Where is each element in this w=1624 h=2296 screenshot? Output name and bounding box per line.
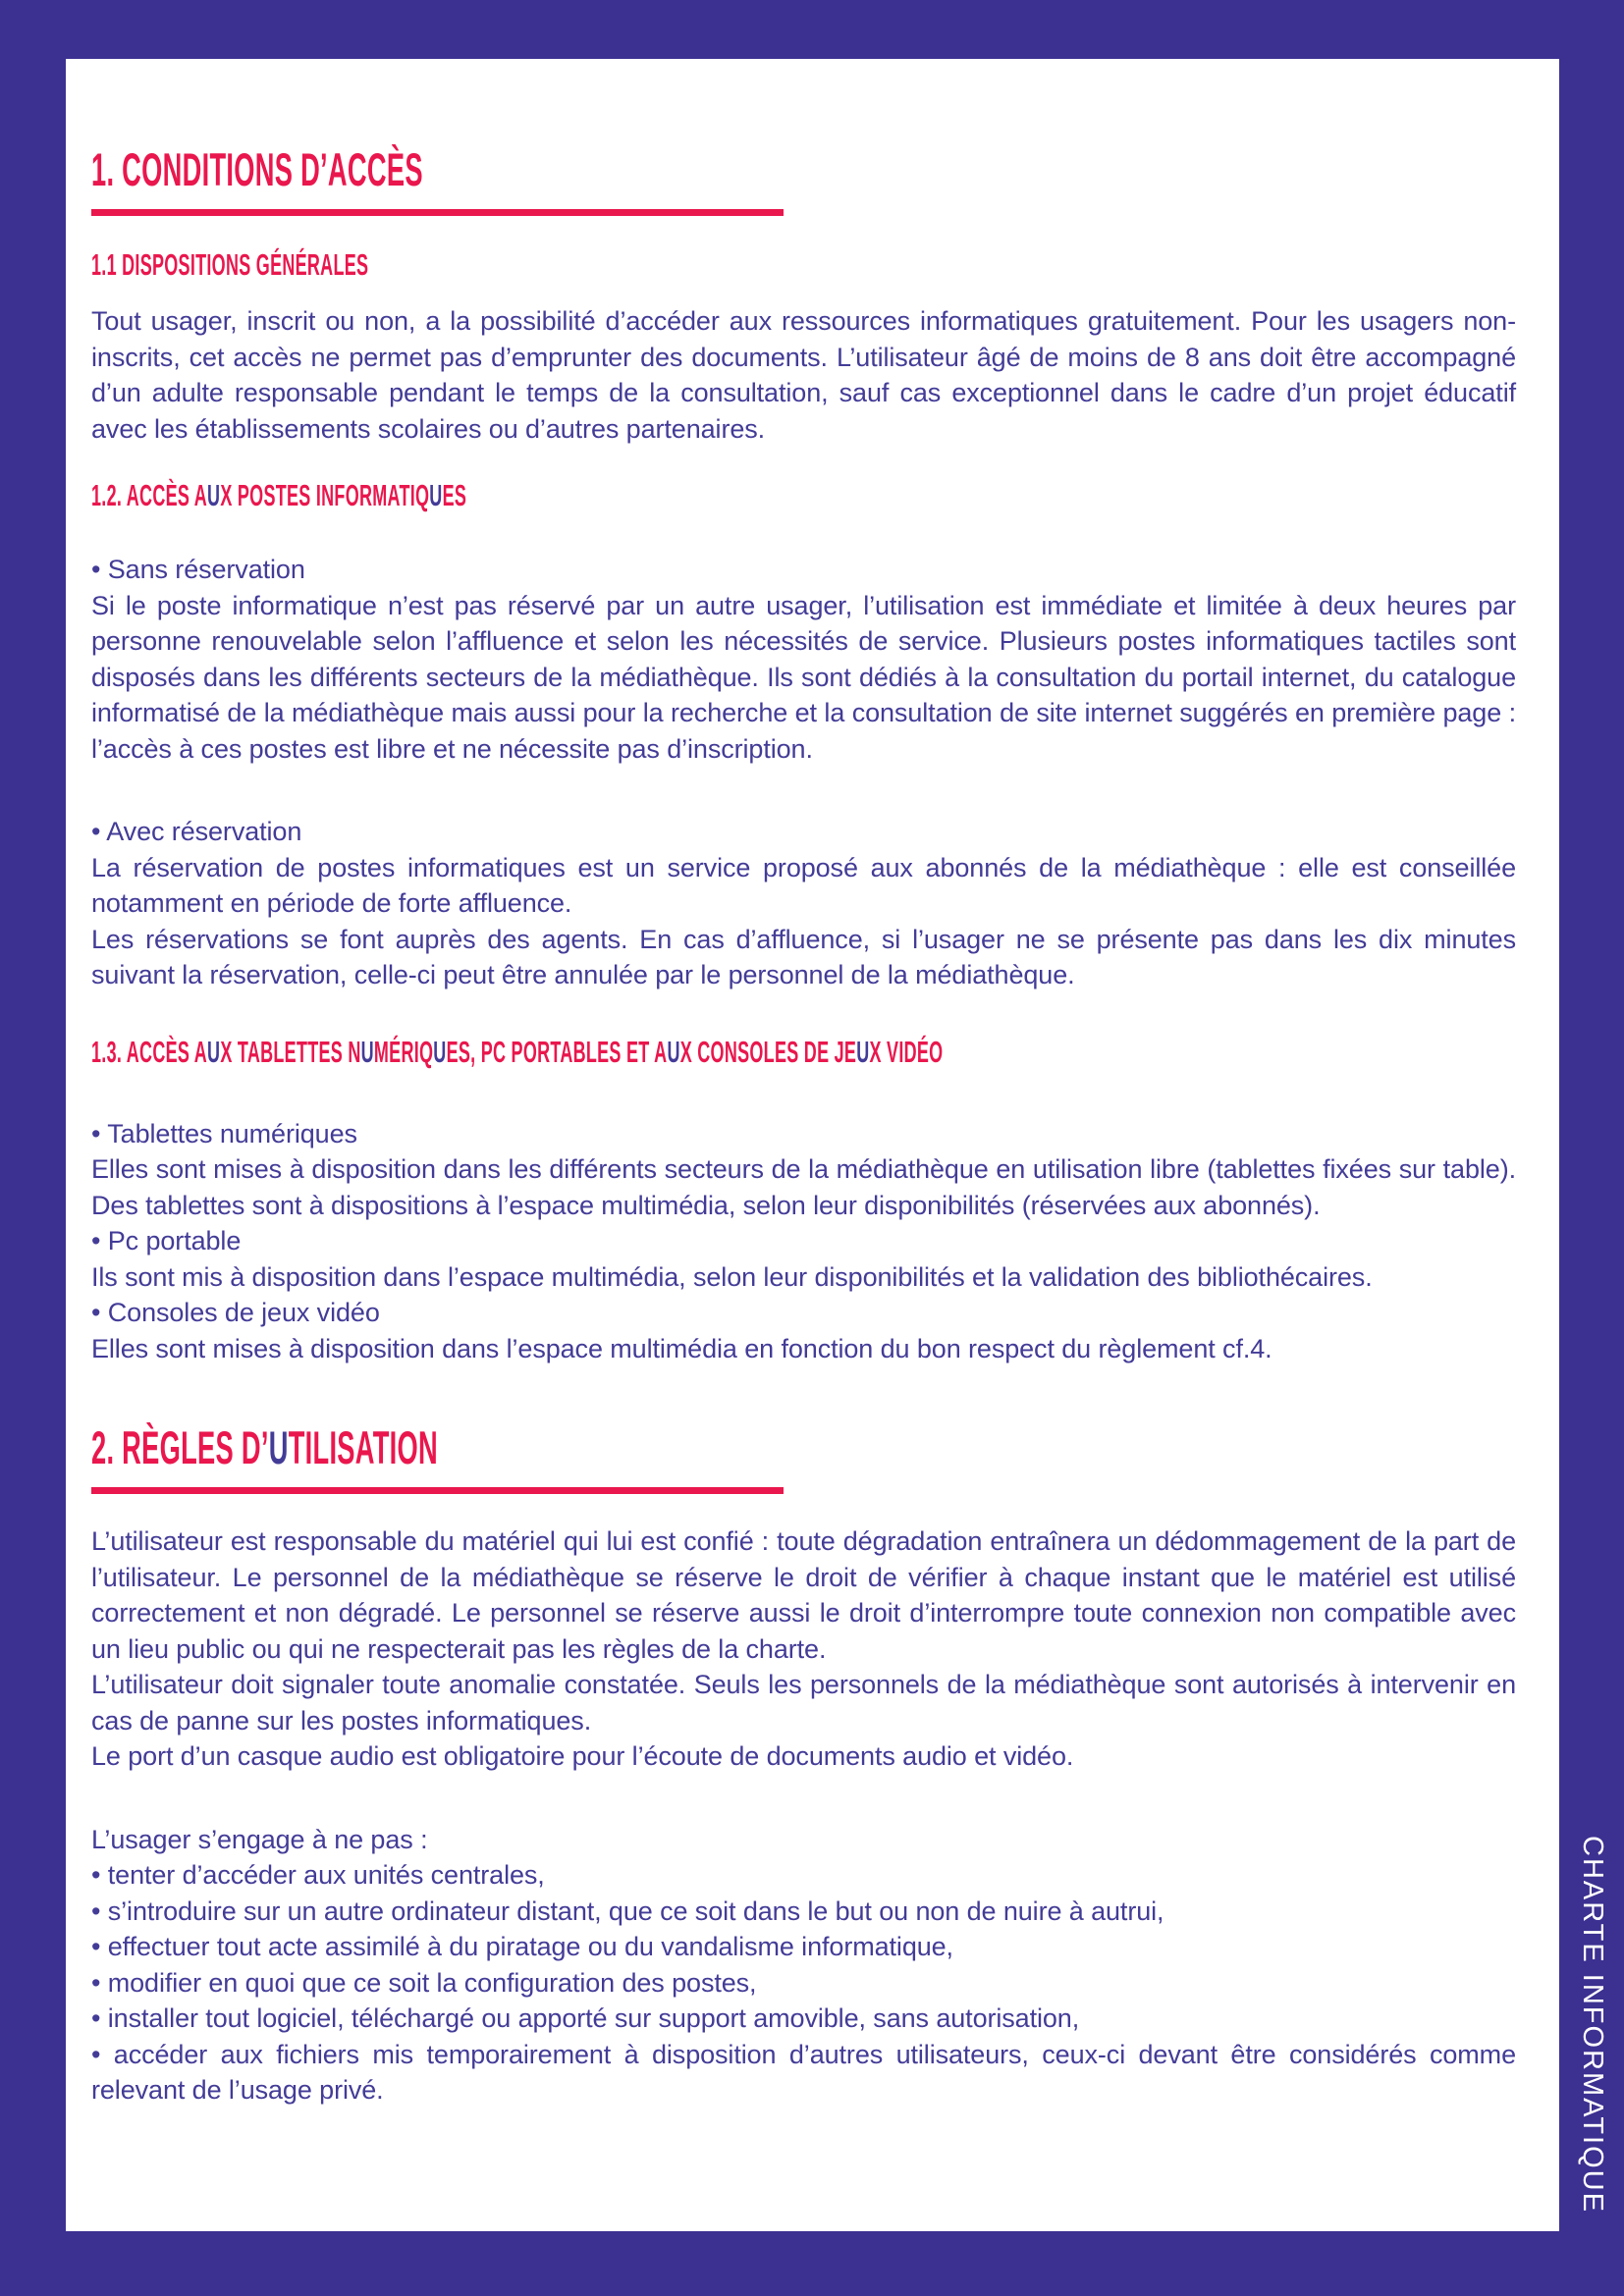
- paragraph-avec-reservation-2: Les réservations se font auprès des agents. En cas d’affluence, si l’usager ne se présente pas dans les dix minutes suivant la réservation, celle-ci peut être annulée par le personnel de la médiathèque.: [91, 924, 1516, 989]
- paragraph-tablettes-numeriques: Elles sont mises à disposition dans les différents secteurs de la médiathèque en utilisation libre (tablettes fixées sur table). Des tablettes sont à dispositions à l’espace multimédia, selon leur disponibilités (réservées aux abonnés).: [91, 1154, 1516, 1220]
- section-title-conditions-acces: 1. CONDITIONS D’ACCÈS: [91, 143, 423, 195]
- bullet-title-avec-reservation: • Avec réservation: [91, 817, 302, 846]
- paragraph-avec-reservation-1: La réservation de postes informatiques est un service proposé aux abonnés de la médiathèque : elle est conseillée notamment en période de forte affluence.: [91, 852, 1516, 918]
- section-title-regles-utilisation: 2. RÈGLES D’UTILISATION: [91, 1421, 439, 1473]
- section-2-underline: [91, 1487, 784, 1494]
- subsection-title-acces-postes: 1.2. ACCÈS AUX POSTES INFORMATIQUES: [91, 478, 467, 512]
- paragraph-sans-reservation: Si le poste informatique n’est pas réservé par un autre usager, l’utilisation est immédiate et limitée à deux heures par personne renouvelable selon l’affluence et selon les nécessités de service. Plusieurs postes informatiques tactiles sont disposés dans les différents secteurs de la médiathèque. Ils sont dédiés à la consultation du portail internet, du catalogue informatisé de la médiathèque mais aussi pour la recherche et la consultation de site internet suggérés en première page : l’accès à ces postes est libre et ne nécessite pas d’inscription.: [91, 590, 1516, 764]
- subsection-title-acces-tablettes: 1.3. ACCÈS AUX TABLETTES NUMÉRIQUES, PC PORTABLES ET AUX CONSOLES DE JEUX VIDÉO: [91, 1034, 944, 1069]
- engage-item-1: • tenter d’accéder aux unités centrales,: [91, 1860, 545, 1890]
- paragraph-regles-3: Le port d’un casque audio est obligatoire pour l’écoute de documents audio et vidéo.: [91, 1741, 1074, 1771]
- side-label-charte-informatique: CHARTE INFORMATIQUE: [1577, 1836, 1608, 2214]
- engage-item-3: • effectuer tout acte assimilé à du piratage ou du vandalisme informatique,: [91, 1932, 953, 1961]
- bullet-title-consoles-jeux: • Consoles de jeux vidéo: [91, 1298, 380, 1327]
- paragraph-pc-portable: Ils sont mis à disposition dans l’espace multimédia, selon leur disponibilités et la validation des bibliothécaires.: [91, 1261, 1373, 1292]
- paragraph-regles-2: L’utilisateur doit signaler toute anomalie constatée. Seuls les personnels de la médiathèque sont autorisés à intervenir en cas de panne sur les postes informatiques.: [91, 1670, 1516, 1735]
- engage-item-5: • installer tout logiciel, téléchargé ou apporté sur support amovible, sans autorisation,: [91, 2003, 1080, 2033]
- paragraph-regles-1: L’utilisateur est responsable du matériel qui lui est confié : toute dégradation entraînera un dédommagement de la part de l’utilisateur. Le personnel de la médiathèque se réserve le droit de vérifier à chaque instant que le matériel est utilisé correctement et non dégradé. Le personnel se réserve aussi le droit d’interrompre toute connexion non compatible avec un lieu public ou qui ne respecterait pas les règles de la charte.: [91, 1526, 1516, 1664]
- subsection-title-dispositions-generales: 1.1 DISPOSITIONS GÉNÉRALES: [91, 247, 369, 282]
- engage-intro: L’usager s’engage à ne pas :: [91, 1824, 428, 1854]
- page-content: [66, 59, 1559, 2231]
- page-content-panel: [66, 59, 1559, 2231]
- engage-item-2: • s’introduire sur un autre ordinateur distant, que ce soit dans le but ou non de nuire à autrui,: [91, 1896, 1164, 1926]
- paragraph-consoles-jeux: Elles sont mises à disposition dans l’espace multimédia en fonction du bon respect du règlement cf.4.: [91, 1333, 1272, 1363]
- bullet-title-sans-reservation: • Sans réservation: [91, 555, 305, 584]
- engage-item-4: • modifier en quoi que ce soit la configuration des postes,: [91, 1967, 757, 1998]
- section-1-underline: [91, 209, 784, 216]
- paragraph-dispositions-generales: Tout usager, inscrit ou non, a la possibilité d’accéder aux ressources informatiques gratuitement. Pour les usagers non-inscrits, cet accès ne permet pas d’emprunter des documents. L’utilisateur âgé de moins de 8 ans doit être accompagné d’un adulte responsable pendant le temps de la consultation, sauf cas exceptionnel dans le cadre d’un projet éducatif avec les établissements scolaires ou d’autres partenaires.: [91, 306, 1516, 444]
- bullet-title-pc-portable: • Pc portable: [91, 1226, 242, 1255]
- engage-item-6: • accéder aux fichiers mis temporairement à disposition d’autres utilisateurs, ceux-ci devant être considérés comme relevant de l’usage privé.: [91, 2039, 1516, 2105]
- bullet-title-tablettes-numeriques: • Tablettes numériques: [91, 1118, 357, 1148]
